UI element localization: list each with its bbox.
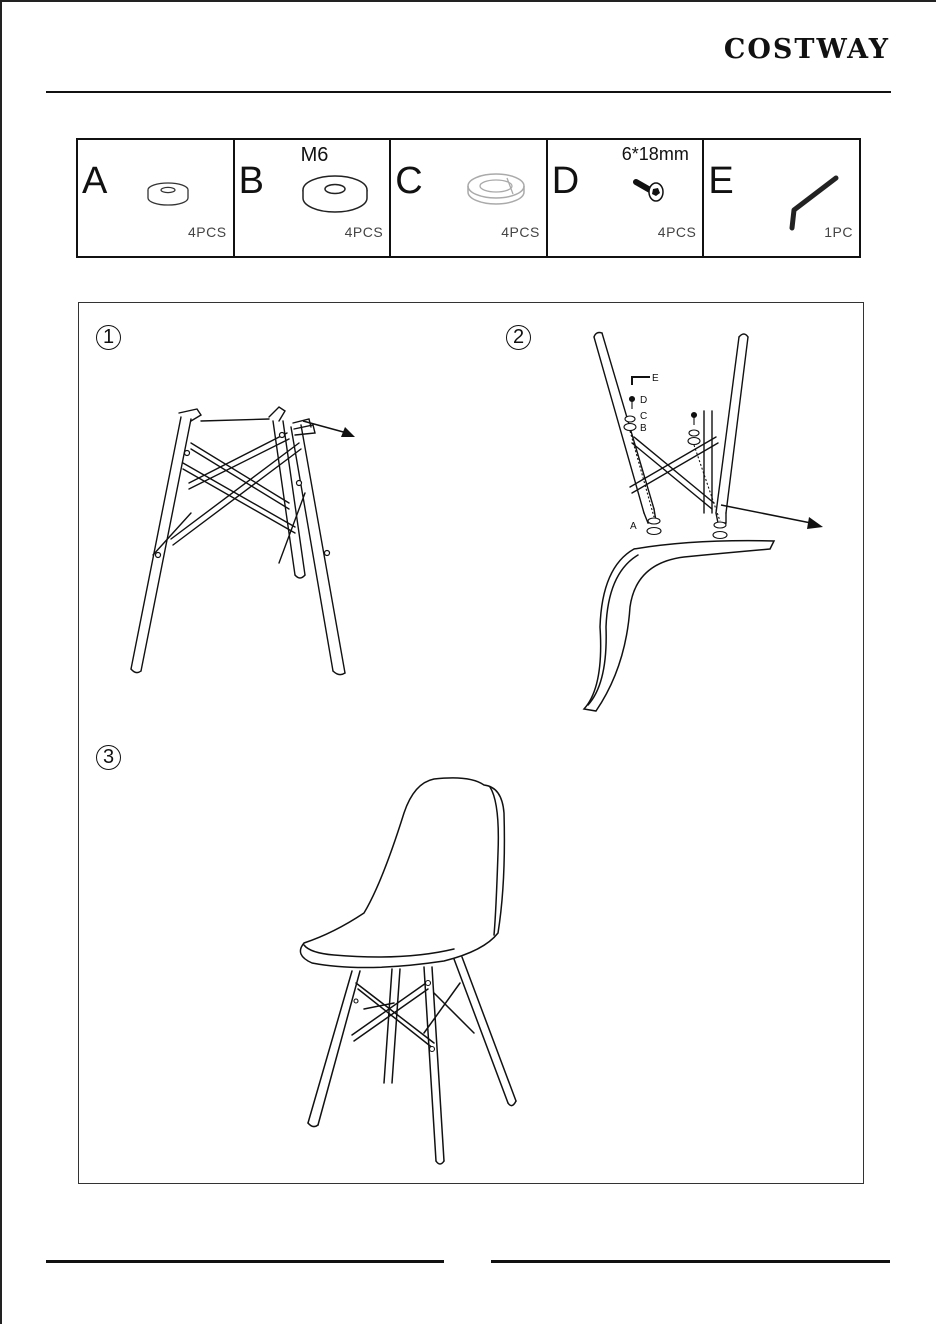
spring-washer-icon xyxy=(463,168,529,212)
part-qty: 1PC xyxy=(824,224,853,240)
footer-rule-right xyxy=(491,1260,890,1263)
assembly-steps-panel xyxy=(78,302,864,1184)
part-cell-a xyxy=(78,140,235,256)
part-cell-b xyxy=(235,140,392,256)
part-cell-c xyxy=(391,140,548,256)
part-cell-e xyxy=(704,140,859,256)
step-number-1: 1 xyxy=(96,325,121,350)
callout-a: A xyxy=(630,521,637,532)
part-spec: M6 xyxy=(300,144,329,166)
flat-washer-icon xyxy=(142,180,198,210)
bolt-icon xyxy=(630,174,674,210)
page-top-edge xyxy=(0,0,936,2)
callout-d: D xyxy=(640,395,648,406)
large-washer-icon xyxy=(297,172,373,220)
page-left-edge xyxy=(0,0,2,1324)
arrow-icon xyxy=(719,499,829,539)
arrow-icon xyxy=(301,415,361,445)
part-qty: 4PCS xyxy=(188,224,227,240)
step-number-3: 3 xyxy=(96,745,121,770)
parts-table xyxy=(76,138,861,258)
footer-rule-left xyxy=(46,1260,444,1263)
part-letter: B xyxy=(238,160,264,202)
part-letter: E xyxy=(708,160,734,202)
part-cell-d xyxy=(548,140,705,256)
header-rule xyxy=(46,91,891,93)
callout-b: B xyxy=(640,423,647,434)
part-letter: D xyxy=(551,160,580,202)
callout-c: C xyxy=(640,411,648,422)
callout-e: E xyxy=(652,373,659,384)
part-qty: 4PCS xyxy=(344,224,384,240)
part-qty: 4PCS xyxy=(501,224,540,240)
step-number-2: 2 xyxy=(506,325,531,350)
leg-frame-illustration xyxy=(119,403,379,683)
part-letter: C xyxy=(395,160,423,202)
part-letter: A xyxy=(82,160,108,202)
part-spec: 6*18mm xyxy=(621,144,689,164)
assembled-chair-illustration xyxy=(294,773,534,1173)
part-qty: 4PCS xyxy=(657,224,697,240)
brand-logo: COSTWAY xyxy=(723,34,890,65)
